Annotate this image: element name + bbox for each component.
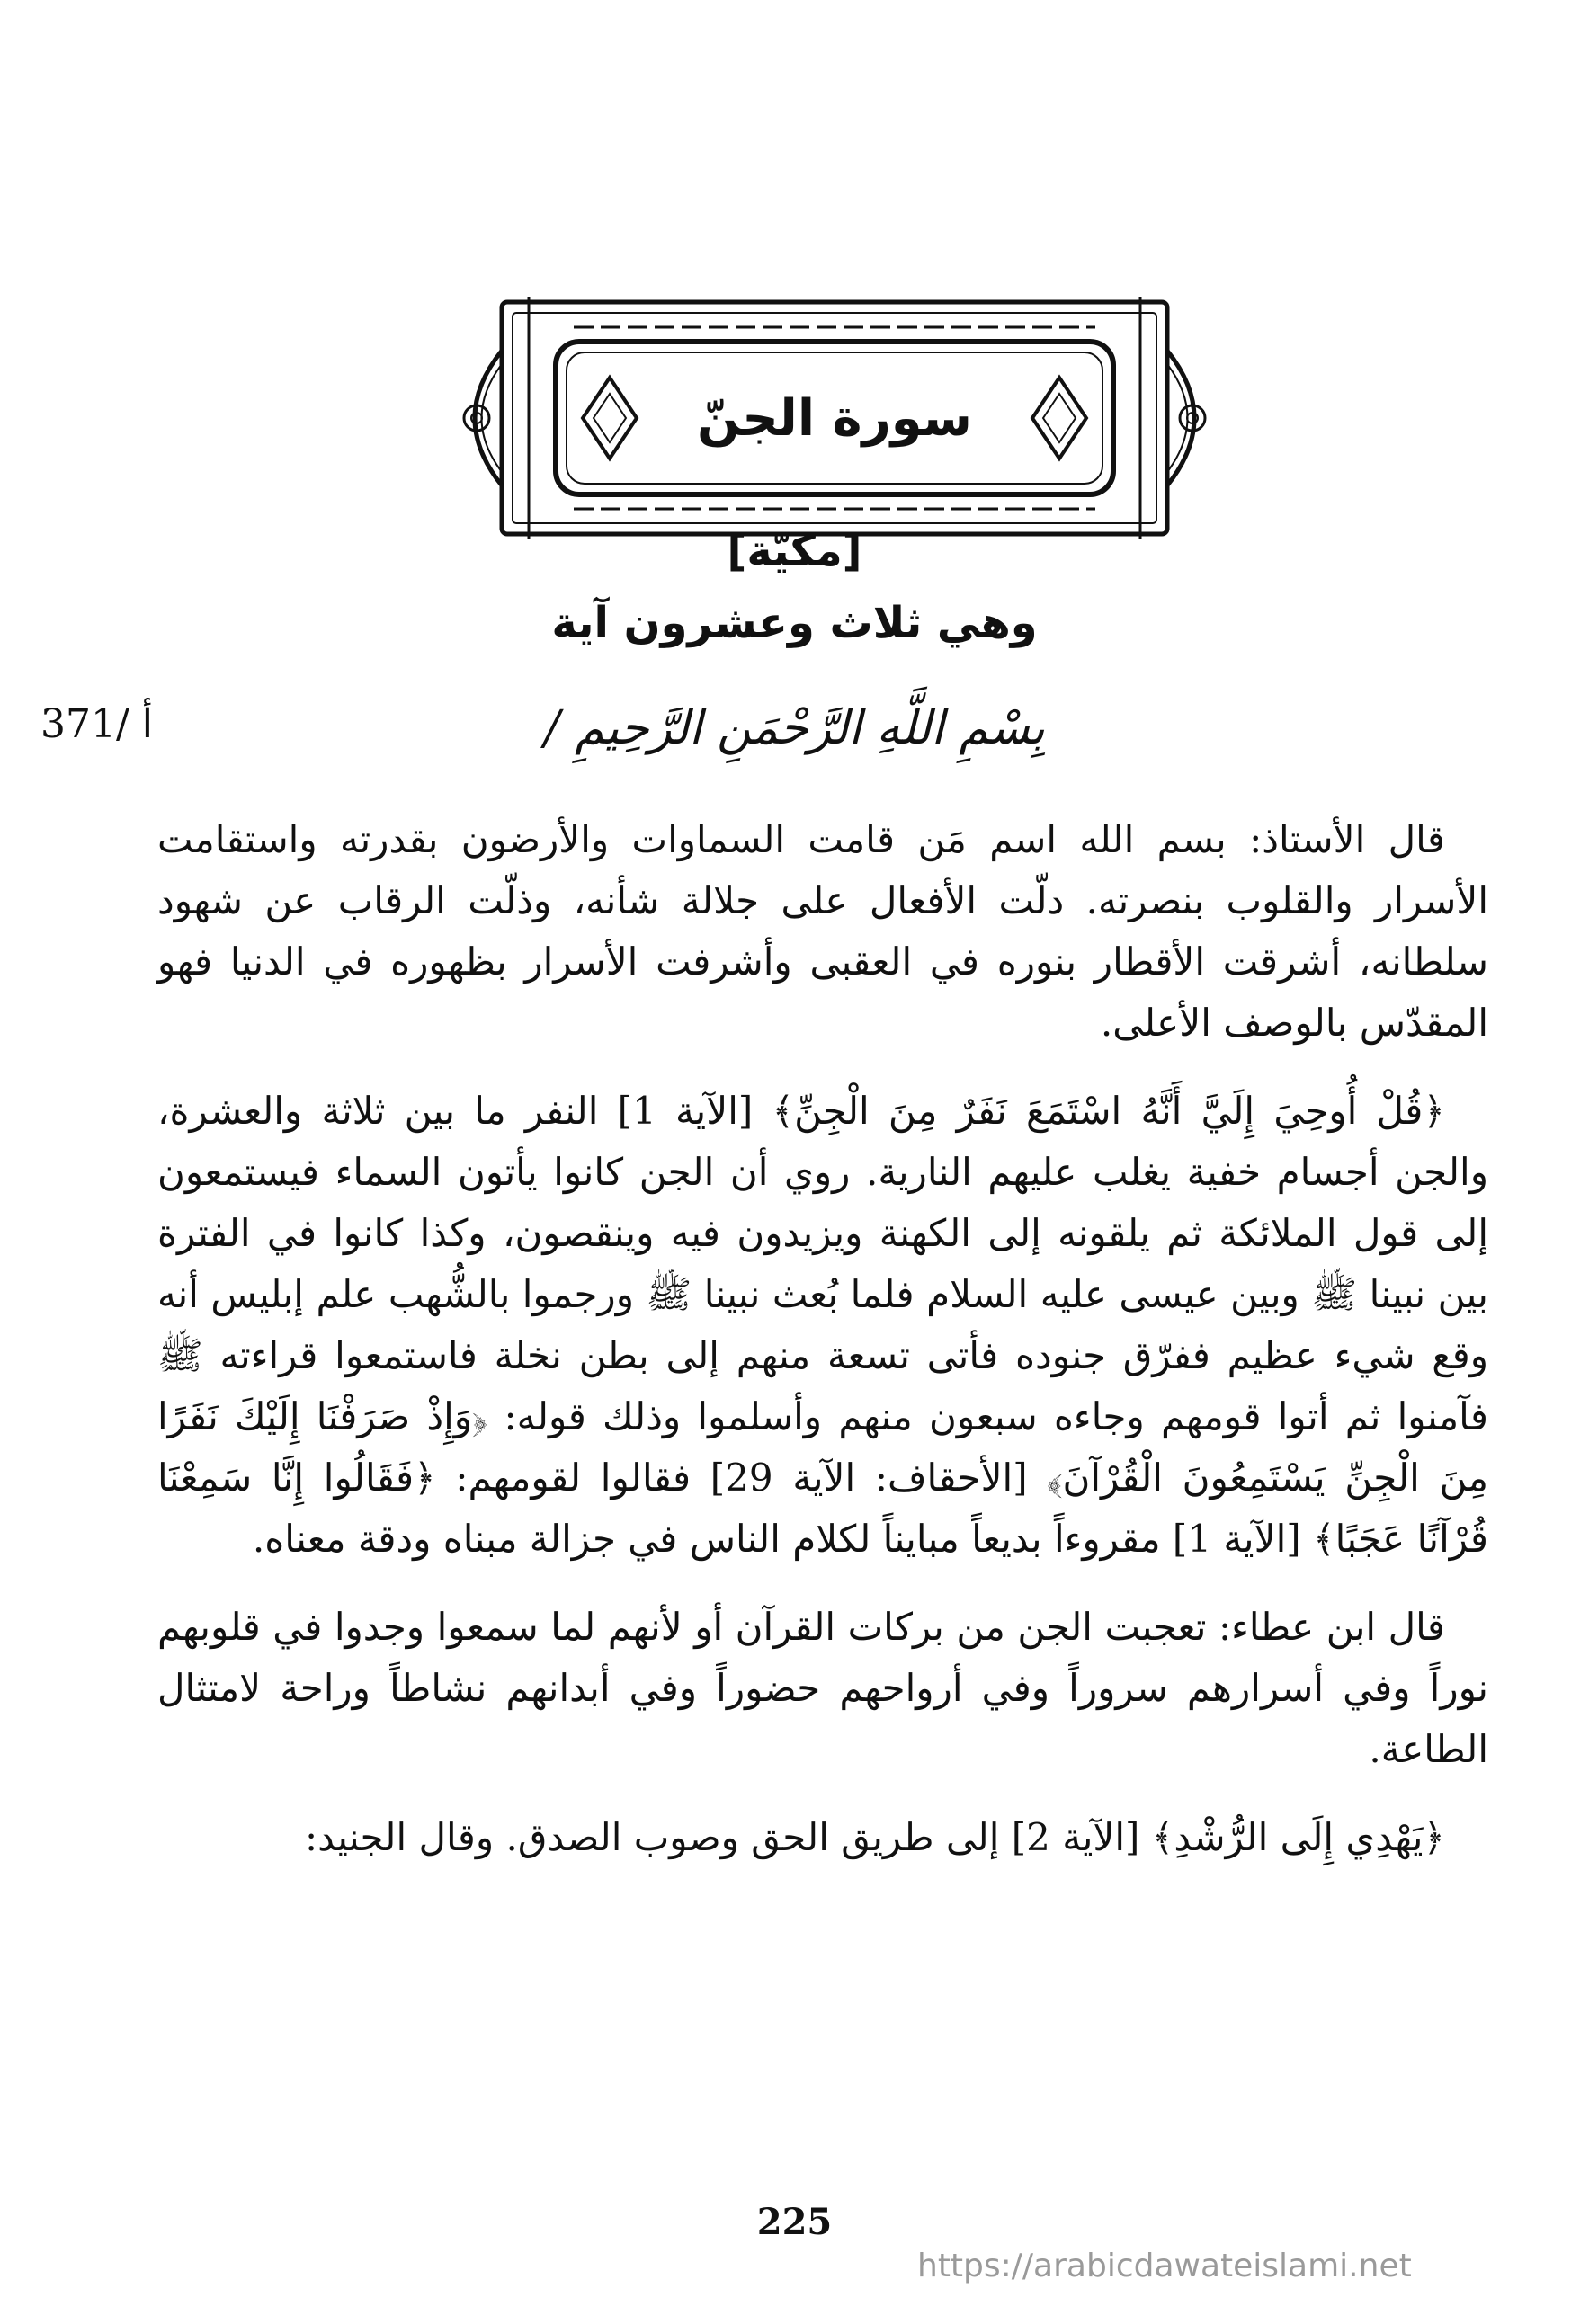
surah-title-frame bbox=[439, 297, 1230, 539]
paragraph: قال ابن عطاء: تعجبت الجن من بركات القرآن أو لأنهم لما سمعوا وجدوا في قلوبهم نوراً وفي أسرارهم سروراً وفي أرواحهم حضوراً وفي أبدانهم نشاطاً وراحة لامتثال الطاعة. bbox=[157, 1605, 1488, 1771]
basmala: بِسْمِ اللَّهِ الرَّحْمَنِ الرَّحِيمِ / bbox=[544, 701, 1045, 755]
paragraph: ﴿قُلْ أُوحِيَ إِلَيَّ أَنَّهُ اسْتَمَعَ نَفَرٌ مِنَ الْجِنِّ﴾ [الآية 1] النفر ما بين ثلاثة والعشرة، والجن أجسام خفية يغلب عليهم النارية. روي أن الجن كانوا يأتون السماء فيستمعون إلى قول الملائكة ثم يلقونه إلى الكهنة ويزيدون فيه وينقصون، وكذا كانوا في الفترة بين نبينا ﷺ وبين عيسى عليه السلام فلما بُعث نبينا ﷺ ورجموا بالشُّهب علم إبليس أنه وقع شيء عظيم ففرّق جنوده فأتى تسعة منهم إلى بطن نخلة فاستمعوا قراءته ﷺ فآمنوا ثم أتوا قومهم وجاءه سبعون منهم وأسلموا وذلك قوله: ﴿وَإِذْ صَرَفْنَا إِلَيْكَ نَفَرًا مِنَ الْجِنِّ يَسْتَمِعُونَ الْقُرْآنَ﴾ [الأحقاف: الآية 29] فقالوا لقومهم: ﴿فَقَالُوا إِنَّا سَمِعْنَا قُرْآنًا عَجَبًا﴾ [الآية 1] مقروءاً بديعاً مبايناً لكلام الناس في جزالة مبناه ودقة معناه. bbox=[157, 1089, 1489, 1561]
revelation-type-label: [مكيّة] bbox=[727, 526, 862, 576]
folio-marker: 371/ أ bbox=[40, 701, 154, 747]
page-number: 225 bbox=[756, 2201, 833, 2243]
body-text bbox=[157, 809, 1488, 1868]
verse-count-label: وهي ثلاث وعشرون آية bbox=[551, 598, 1038, 648]
paragraph: ﴿يَهْدِي إِلَى الرُّشْدِ﴾ [الآية 2] إلى طريق الحق وصوب الصدق. وقال الجنيد: bbox=[305, 1815, 1445, 1859]
surah-title: سورة الجنّ bbox=[697, 388, 972, 448]
watermark: https://arabicdawateislami.net bbox=[917, 2248, 1412, 2284]
paragraph: قال الأستاذ: بسم الله اسم مَن قامت السماوات والأرضون بقدرته واستقامت الأسرار والقلوب بنصرته. دلّت الأفعال على جلالة شأنه، وذلّت الرقاب عن شهود سلطانه، أشرقت الأقطار بنوره في العقبى وأشرفت الأسرار بظهوره في الدنيا فهو المقدّس بالوصف الأعلى. bbox=[157, 817, 1488, 1045]
